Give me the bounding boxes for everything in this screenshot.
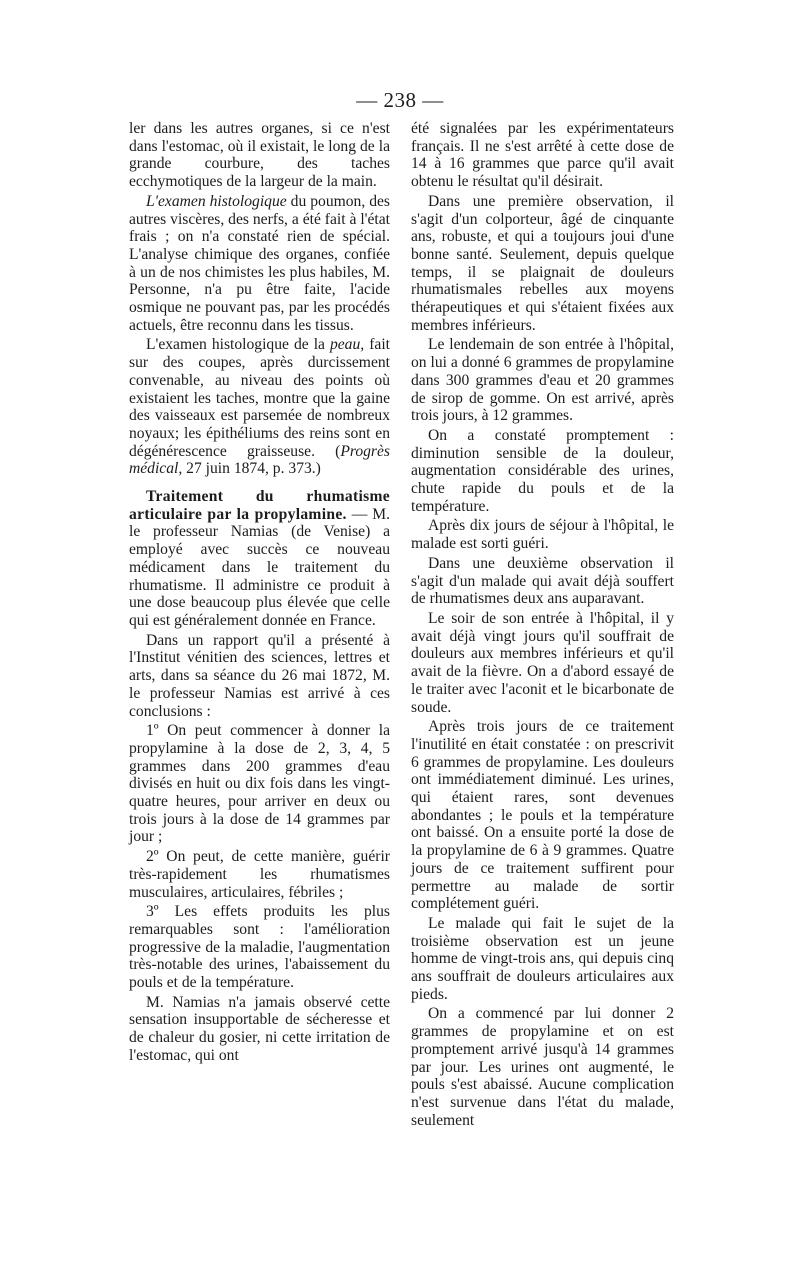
left-column	[129, 120, 390, 1067]
citation-source: Progrès médical,	[129, 442, 390, 478]
paragraph: On a constaté promptement : diminution sensible de la douleur, augmentation considérable des urines, chute rapide du pouls et de la température.	[411, 426, 674, 515]
right-column	[411, 120, 674, 1131]
paragraph: 1º On peut commencer à donner la propylamine à la dose de 2, 3, 4, 5 grammes dans 200 grammes d'eau divisés en huit ou dix fois dans les vingt-quatre heures, pour arriver en deux ou trois jours à la dose de 14 grammes par jour ;	[129, 722, 390, 846]
paragraph: M. Namias n'a jamais observé cette sensation insupportable de sécheresse et de chaleur du gosier, ni cette irritation de l'estomac, qui ont	[129, 993, 390, 1064]
paragraph: Dans une première observation, il s'agit d'un colporteur, âgé de cinquante ans, robuste, et qui a toujours joui d'une bonne santé. Seulement, depuis quelque temps, il se plaignait de douleurs rhumatismales rebelles aux moyens thérapeutiques et qui s'étaient fixées aux membres inférieurs.	[411, 192, 674, 334]
section-heading: Traitement du rhumatisme articulaire par la propylamine.	[129, 488, 390, 523]
paragraph: On a commencé par lui donner 2 grammes de propylamine et on est promptement arrivé jusqu'à 14 grammes par jour. Les urines ont augmenté, le pouls s'est abaissé. Aucune complication n'est survenue dans l'état du malade, seulement	[411, 1005, 674, 1129]
emphasis-text: L'examen histologique	[146, 192, 287, 210]
page-number: — 238 —	[356, 88, 444, 112]
paragraph: Dans un rapport qu'il a présenté à l'Institut vénitien des sciences, lettres et arts, dans sa séance du 26 mai 1872, M. le professeur Namias est arrivé à ces conclusions :	[129, 631, 390, 720]
paragraph: 3º Les effets produits les plus remarquables sont : l'amélioration progressive de la maladie, l'augmentation très-notable des urines, l'abaissement du pouls et de la température.	[129, 903, 390, 992]
paragraph-text: L'examen histologique de la	[146, 336, 330, 354]
paragraph: Le soir de son entrée à l'hôpital, il y avait déjà vingt jours qu'il souffrait de douleurs aux membres inférieurs et qu'il avait de la fièvre. On a d'abord essayé de le traiter avec l'aconit et le bicarbonate de soude.	[411, 609, 674, 716]
paragraph: Après trois jours de ce traitement l'inutilité en était constatée : on prescrivit 6 grammes de propylamine. Les douleurs ont immédiatement diminué. Les urines, qui étaient rares, sont devenues abondantes ; le pouls et la température ont baissé. On a ensuite porté la dose de la propylamine de 6 à 9 grammes. Quatre jours de ce traitement suffirent pour permettre au malade de sortir complétement guéri.	[411, 718, 674, 913]
paragraph	[129, 336, 390, 478]
paragraph	[129, 193, 390, 335]
paragraph: ler dans les autres organes, si ce n'est dans l'estomac, où il existait, le long de la grande courbure, des taches ecchymotiques de la largeur de la main.	[129, 120, 390, 191]
paragraph-text: fait sur des coupes, après durcissement convenable, au niveau des points où existaient les taches, montre que la gaine des vaisseaux est parsemée de nombreux noyaux; les épithéliums des reins sont en dégénérescence graisseuse. (	[129, 336, 390, 460]
paragraph	[129, 488, 390, 630]
paragraph: Dans une deuxième observation il s'agit d'un malade qui avait déjà souffert de rhumatismes deux ans auparavant.	[411, 554, 674, 608]
paragraph: été signalées par les expérimentateurs français. Il ne s'est arrêté à cette dose de 14 à 16 grammes que parce qu'il avait obtenu le résultat qu'il désirait.	[411, 120, 674, 191]
emphasis-text: peau,	[329, 336, 365, 354]
paragraph-text: du poumon, des autres viscères, des nerfs, a été fait à l'état frais ; on n'a constaté rien de spécial. L'analyse chimique des organes, confiée à un de nos chimistes les plus habiles, M. Personne, n'a pu être faite, l'acide osmique ne pouvant pas, par les procédés actuels, être reconnu dans les tissus.	[129, 192, 390, 334]
paragraph: Après dix jours de séjour à l'hôpital, le malade est sorti guéri.	[411, 517, 674, 553]
citation-detail: 27 juin 1874, p. 373.)	[182, 460, 321, 478]
paragraph-text: — M. le professeur Namias (de Venise) a employé avec succès ce nouveau médicament dans le traitement du rhumatisme. Il administre ce produit à une dose beaucoup plus élevée que celle qui est généralement donnée en France.	[129, 505, 390, 629]
section-spacer	[129, 480, 390, 488]
paragraph: 2º On peut, de cette manière, guérir très-rapidement les rhumatismes musculaires, articulaires, fébriles ;	[129, 848, 390, 901]
paragraph: Le lendemain de son entrée à l'hôpital, on lui a donné 6 grammes de propylamine dans 300 grammes d'eau et 20 grammes de sirop de gomme. On est arrivé, après trois jours, à 12 grammes.	[411, 336, 674, 425]
paragraph: Le malade qui fait le sujet de la troisième observation est un jeune homme de vingt-trois ans, qui depuis cinq ans souffrait de douleurs articulaires aux pieds.	[411, 914, 674, 1003]
